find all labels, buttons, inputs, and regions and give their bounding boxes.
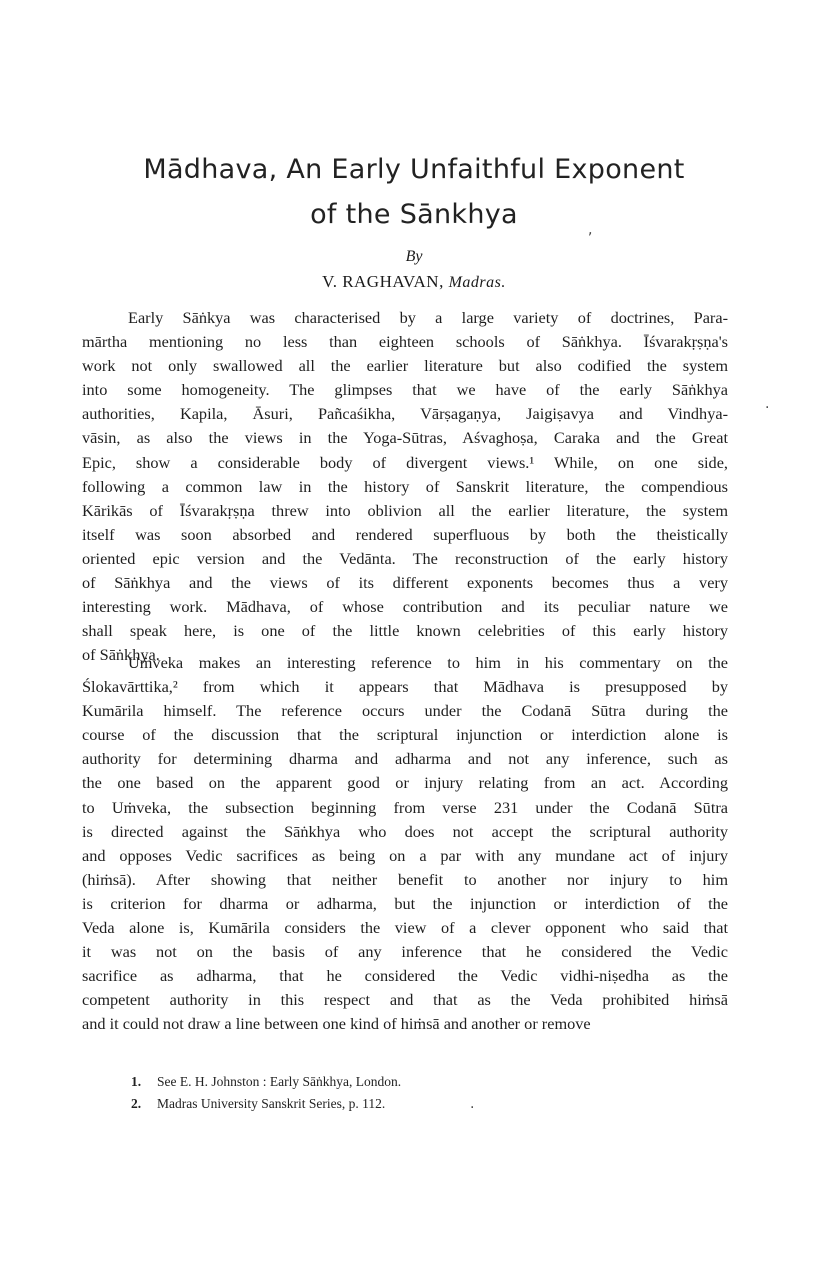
paragraph-2 [82,651,728,1037]
text-line: (hiṁsā). After showing that neither benefit to another nor injury to him [82,869,728,889]
footnotes [131,1071,401,1115]
footnote-text: Madras University Sanskrit Series, p. 112. [157,1096,386,1111]
article-title-line-2: of the Sānkhya [310,199,518,230]
footnote-text: See E. H. Johnston : Early Sāṅkhya, London. [157,1074,402,1089]
text-line: mārtha mentioning no less than eighteen schools of Sāṅkhya. Īśvarakṛṣṇa's [82,332,728,352]
text-line: and opposes Vedic sacrifices as being on a par with any mundane act of injury [82,845,728,865]
text-line: is directed against the Sāṅkhya who does not accept the scriptural authority [82,821,728,841]
print-speck: , [588,222,593,238]
text-line: competent authority in this respect and that as the Veda prohibited hiṁsā [82,990,728,1010]
text-line: Epic, show a considerable body of divergent views.¹ While, on one side, [82,452,728,472]
author-line [0,272,828,292]
text-line: course of the discussion that the scriptural injunction or interdiction alone is [82,725,728,745]
text-line: sacrifice as adharma, that he considered the Vedic vidhi-niṣedha as the [82,966,728,986]
text-line: Kumārila himself. The reference occurs under the Codanā Sūtra during the [82,701,728,721]
author-place: Madras. [448,274,506,291]
text-line: following a common law in the history of Sanskrit literature, the compendious [82,476,728,496]
text-line: the one based on the apparent good or injury relating from an act. According [82,773,728,793]
text-line: shall speak here, is one of the little known celebrities of this early history [82,621,728,641]
article-title-line-1: Mādhava, An Early Unfaithful Exponent [143,154,685,185]
print-speck: · [765,400,770,416]
footnote-number: 1. [131,1074,142,1089]
footnote [131,1093,401,1115]
footnote [131,1071,401,1093]
text-line: vāsin, as also the views in the Yoga-Sūtras, Aśvaghoṣa, Caraka and the Great [82,428,728,448]
footnote-number: 2. [131,1096,142,1111]
text-line: Early Sāṅkya was characterised by a large variety of doctrines, Para- [128,308,728,327]
text-line: into some homogeneity. The glimpses that we have of the early Sāṅkhya [82,380,728,400]
text-line: Ślokavārttika,² from which it appears that Mādhava is presupposed by [82,677,728,697]
author-name: V. RAGHAVAN, [322,272,444,291]
text-line: Veda alone is, Kumārila considers the view of a clever opponent who said that [82,918,728,938]
text-line: Kārikās of Īśvarakṛṣṇa threw into oblivion all the earlier literature, the system [82,500,728,520]
text-line: authority for determining dharma and adharma and not any inference, such as [82,749,728,769]
text-line: authorities, Kapila, Āsuri, Pañcaśikha, Vārṣagaṇya, Jaigiṣavya and Vindhya- [82,404,728,424]
text-line: and it could not draw a line between one kind of hiṁsā and another or remove [82,1014,591,1034]
text-line: it was not on the basis of any inference that he considered the Vedic [82,942,728,962]
text-line: work not only swallowed all the earlier literature but also codified the system [82,356,728,376]
text-line: of Sāṅkhya and the views of its different exponents becomes thus a very [82,573,728,593]
print-speck: . [470,1096,475,1112]
text-line: itself was soon absorbed and rendered superfluous by both the theistically [82,524,728,544]
byline: By [405,248,423,265]
text-line: interesting work. Mādhava, of whose contribution and its peculiar nature we [82,597,728,617]
paragraph-1 [82,306,728,667]
text-line: Uṁveka makes an interesting reference to him in his commentary on the [128,653,728,672]
text-line: is criterion for dharma or adharma, but the injunction or interdiction of the [82,893,728,913]
text-line: oriented epic version and the Vedānta. The reconstruction of the early history [82,548,728,568]
text-line: of Sāṅkhya. [82,645,160,665]
text-line: to Uṁveka, the subsection beginning from verse 231 under the Codanā Sūtra [82,797,728,817]
